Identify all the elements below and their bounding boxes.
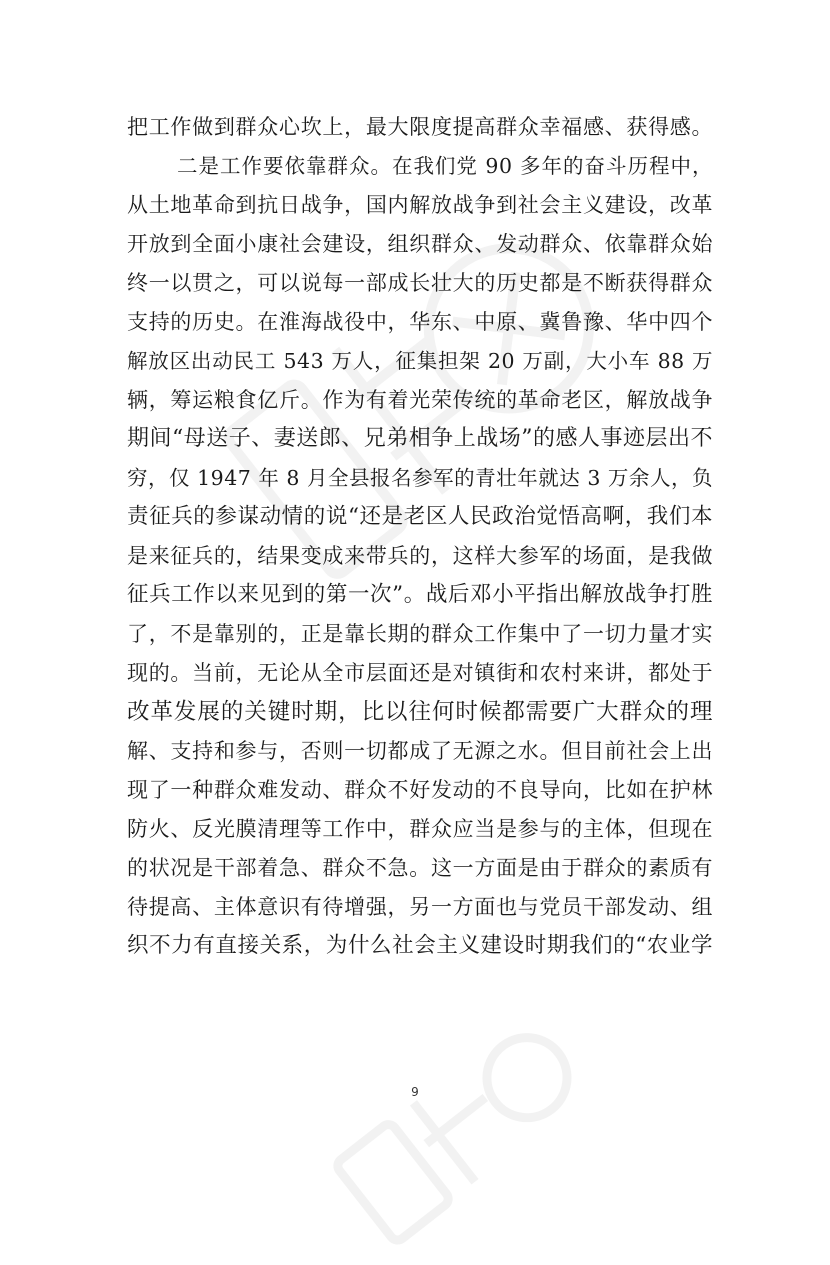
text-line: 改革发展的关键时期，比以往何时候都需要广大群众的理	[127, 699, 713, 725]
text-line: 是来征兵的，结果变成来带兵的，这样大参军的场面，是我做	[127, 544, 713, 568]
text-line: 终一以贯之，可以说每一部成长壮大的历史都是不断获得群众	[127, 271, 713, 295]
text-line: 开放到全面小康社会建设，组织群众、发动群众、依靠群众始	[127, 232, 713, 256]
page-number: 9	[411, 1085, 419, 1099]
text-line: 现的。当前，无论从全市层面还是对镇街和农村来讲，都处于	[127, 661, 713, 685]
text-line: 的状况是干部着急、群众不急。这一方面是由于群众的素质有	[127, 856, 713, 880]
text-line: 支持的历史。在淮海战役中，华东、中原、冀鲁豫、华中四个	[127, 310, 713, 334]
text-line: 把工作做到群众心坎上，最大限度提高群众幸福感、获得感。	[127, 115, 713, 139]
text-line: 织不力有直接关系，为什么社会主义建设时期我们的“农业学	[127, 933, 713, 958]
text-line: 解、支持和参与，否则一切都成了无源之水。但目前社会上出	[127, 739, 713, 763]
text-line: 待提高、主体意识有待增强，另一方面也与党员干部发动、组	[127, 895, 713, 919]
text-line: 期间“母送子、妻送郎、兄弟相争上战场”的感人事迹层出不	[127, 426, 713, 451]
text-line: 了，不是靠别的，正是靠长期的群众工作集中了一切力量才实	[127, 622, 713, 646]
watermark-graphic-bottom	[314, 995, 605, 1265]
text-line: 从土地革命到抗日战争，国内解放战争到社会主义建设，改革	[127, 193, 713, 217]
text-line: 穷，仅 1947 年 8 月全县报名参军的青壮年就达 3 万余人，负	[127, 466, 713, 490]
text-line: 现了一种群众难发动、群众不好发动的不良导向，比如在护林	[127, 778, 713, 802]
text-line: 二是工作要依靠群众。在我们党 90 多年的奋斗历程中，	[177, 154, 713, 178]
text-line: 解放区出动民工 543 万人，征集担架 20 万副，大小车 88 万	[127, 349, 713, 373]
text-line: 防火、反光膜清理等工作中，群众应当是参与的主体，但现在	[127, 817, 713, 841]
text-line: 征兵工作以来见到的第一次”。战后邓小平指出解放战争打胜	[127, 582, 713, 607]
text-line: 辆，筹运粮食亿斤。作为有着光荣传统的革命老区，解放战争	[127, 388, 713, 412]
text-line: 责征兵的参谋动情的说“还是老区人民政治觉悟高啊，我们本	[127, 504, 713, 529]
